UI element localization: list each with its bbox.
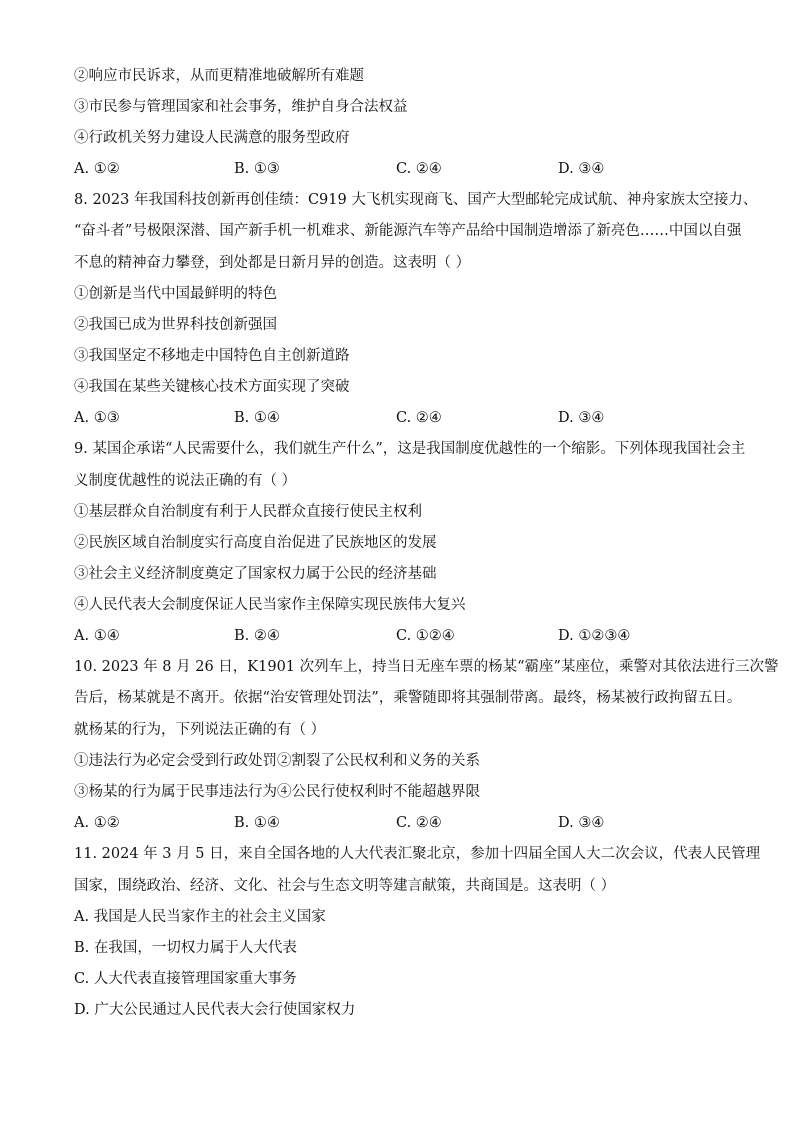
q8-option-c[interactable]: C. ②④ [396, 410, 442, 426]
q10-option-a[interactable]: A. ①② [74, 815, 120, 831]
q9-option-b[interactable]: B. ②④ [234, 628, 280, 644]
q10-options [74, 813, 734, 833]
q10-option-c[interactable]: C. ②④ [396, 815, 442, 831]
q7-item-2: ②响应市民诉求，从而更精准地破解所有难题 [74, 68, 364, 84]
q10-stem-line-1: 10. 2023 年 8 月 26 日，K1901 次列车上，持当日无座车票的杨某“霸座”某座位，乘警对其依法进行三次警 [74, 659, 779, 675]
q9-stem-line-2: 义制度优越性的说法正确的有（ ） [74, 473, 297, 489]
q7-option-d[interactable]: D. ③④ [558, 161, 605, 177]
q9-options [74, 626, 734, 646]
q7-item-3: ③市民参与管理国家和社会事务，维护自身合法权益 [74, 99, 408, 115]
q11-stem-line-1: 11. 2024 年 3 月 5 日，来自全国各地的人大代表汇聚北京，参加十四届全国人大二次会议，代表人民管理 [74, 846, 761, 862]
q8-options [74, 408, 734, 428]
q8-item-3: ③我国坚定不移地走中国特色自主创新道路 [74, 348, 350, 364]
q10-option-d[interactable]: D. ③④ [558, 815, 605, 831]
q9-option-d[interactable]: D. ①②③④ [558, 628, 631, 644]
q11-stem-line-2: 国家，围绕政治、经济、文化、社会与生态文明等建言献策，共商国是。这表明（ ） [74, 878, 616, 894]
q10-stem-line-2: 告后，杨某就是不离开。依据“治安管理处罚法”，乘警随即将其强制带离。最终，杨某被行政拘留五日。 [74, 690, 742, 706]
q8-item-1: ①创新是当代中国最鲜明的特色 [74, 286, 277, 302]
q8-item-2: ②我国已成为世界科技创新强国 [74, 317, 277, 333]
q10-items-row-2: ③杨某的行为属于民事违法行为④公民行使权利时不能超越界限 [74, 784, 480, 800]
q9-option-c[interactable]: C. ①②④ [396, 628, 455, 644]
q8-option-b[interactable]: B. ①④ [234, 410, 280, 426]
q10-stem-line-3: 就杨某的行为，下列说法正确的有（ ） [74, 722, 326, 738]
q10-items-row-1: ①违法行为必定会受到行政处罚②割裂了公民权利和义务的关系 [74, 753, 480, 769]
q8-item-4: ④我国在某些关键核心技术方面实现了突破 [74, 379, 350, 395]
q8-stem-line-1: 8. 2023 年我国科技创新再创佳绩：C919 大飞机实现商飞、国产大型邮轮完成试航、神舟家族太空接力、 [74, 192, 758, 208]
q8-stem-line-3: 不息的精神奋力攀登，到处都是日新月异的创造。这表明（ ） [74, 255, 471, 271]
q8-option-d[interactable]: D. ③④ [558, 410, 605, 426]
q9-item-4: ④人民代表大会制度保证人民当家作主保障实现民族伟大复兴 [74, 597, 466, 613]
q9-item-3: ③社会主义经济制度奠定了国家权力属于公民的经济基础 [74, 566, 437, 582]
q11-choice-c[interactable]: C. 人大代表直接管理国家重大事务 [74, 971, 297, 987]
q9-item-1: ①基层群众自治制度有利于人民群众直接行使民主权利 [74, 504, 422, 520]
q7-item-4: ④行政机关努力建设人民满意的服务型政府 [74, 130, 350, 146]
q8-stem-line-2: “奋斗者”号极限深潜、国产新手机一机难求、新能源汽车等产品给中国制造增添了新亮色……中国以自强 [74, 223, 742, 239]
q11-choice-b[interactable]: B. 在我国，一切权力属于人大代表 [74, 940, 297, 956]
q9-stem-line-1: 9. 某国企承诺“人民需要什么，我们就生产什么”，这是我国制度优越性的一个缩影。下列体现我国社会主 [74, 441, 746, 457]
q8-option-a[interactable]: A. ①③ [74, 410, 120, 426]
q7-option-b[interactable]: B. ①③ [234, 161, 280, 177]
q9-item-2: ②民族区域自治制度实行高度自治促进了民族地区的发展 [74, 535, 437, 551]
q7-option-c[interactable]: C. ②④ [396, 161, 442, 177]
q9-option-a[interactable]: A. ①④ [74, 628, 120, 644]
q11-choice-d[interactable]: D. 广大公民通过人民代表大会行使国家权力 [74, 1002, 356, 1018]
q7-options [74, 159, 734, 179]
q7-option-a[interactable]: A. ①② [74, 161, 120, 177]
q11-choice-a[interactable]: A. 我国是人民当家作主的社会主义国家 [74, 909, 326, 925]
q10-option-b[interactable]: B. ①④ [234, 815, 280, 831]
